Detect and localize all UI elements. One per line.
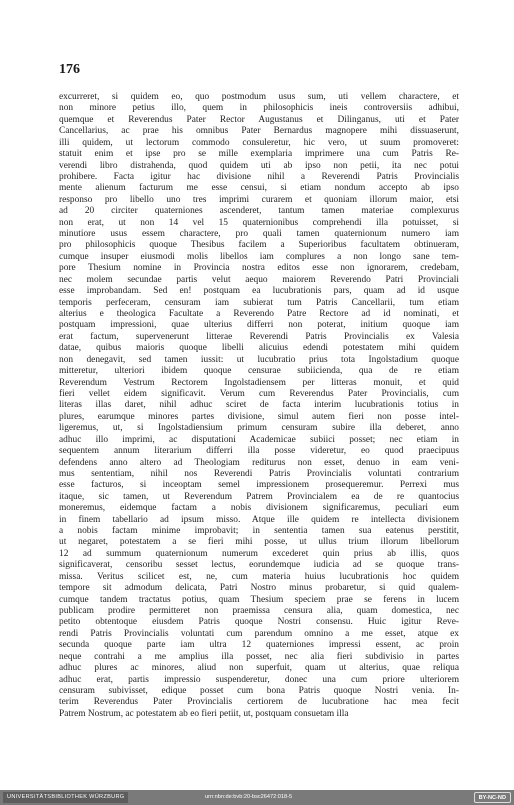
text-line: a nobis factam minime improbavit; in sententia tamen sua eatenus perstitit, (59, 526, 459, 537)
text-line: mitteretur, ulteriori ibidem quoque censurae subiicienda, qua de re etiam (59, 366, 459, 377)
library-logo[interactable]: UNIVERSITÄTSBIBLIOTHEK WÜRZBURG (3, 792, 128, 803)
text-line: illi quidem, ut lectorum commodo consuleretur, hic vero, ut suum promoveret: (59, 137, 459, 148)
text-line: neque contrahi a me amplius illa posset, nec alia fieri subdivisio in partes (59, 651, 459, 662)
text-line: 12 ad summum quaternionum numerum excederet quin prius ab illis, quos (59, 548, 459, 559)
text-line: adhuc illo imprimi, ac disputationi Academicae subiici posset; nec etiam in (59, 434, 459, 445)
text-line: esse improbandam. Sed en! postquam ea lucubrationis pars, quam ad id usque (59, 286, 459, 297)
viewer-footer (0, 790, 514, 805)
text-line: erat factum, supervenerunt litterae Reverendi Patris Provincialis ex Valesia (59, 331, 459, 342)
text-line: statuit enim et ipse pro se mille exemplaria imprimere una cum Patris Re- (59, 149, 459, 160)
text-line: ad 20 circiter quaterniones ascenderet, tantum tamen materiae complexurus (59, 206, 459, 217)
text-line: non denegavit, sed tamen iussit: ut lucubratio prius tota Ingolstadium quoque (59, 354, 459, 365)
text-line: censuram subivisset, edique posset cum bona Patris quoque Nostri venia. In- (59, 685, 459, 696)
text-line: literas illas daret, nihil adhuc sciret de facta interim lucubrationis totius in (59, 400, 459, 411)
text-line: mente alienum facturum me esse censui, si etiam nondum accepto ab ipso (59, 183, 459, 194)
text-line: terim Reverendus Pater Provincialis certiorem de lucubratione hac mea fecit (59, 697, 459, 708)
text-line: excurreret, si quidem eo, quo postmodum usus sum, uti vellem charactere, et (59, 92, 459, 102)
text-line: ligeremus, ut, si Ingolstadiensium primum censuram subire illa deberet, anno (59, 423, 459, 434)
text-line: petito obtentoque eiusdem Patris quoque Nostri consensu. Huic igitur Reve- (59, 617, 459, 628)
text-line: Cancellarius, ac prae his omnibus Pater Bernardus magnopere mihi dissuaserunt, (59, 126, 459, 137)
text-line: non erat, ut non 14 vel 15 quaternionibus comprehendi illa potuisset, si (59, 217, 459, 228)
page-number: 176 (59, 62, 80, 77)
text-line: Reverendum Vestrum Rectorem Ingolstadiensem per litteras monuit, et quid (59, 377, 459, 388)
urn-identifier: urn:nbn:de:bvb:20-bsc26472:018-5 (205, 794, 293, 800)
text-line: quemque et Reverendus Pater Rector Augustanus et Dilinganus, uti et Pater (59, 114, 459, 125)
text-line: plures, earumque minores partes divisione, simul autem fieri non posse intel- (59, 411, 459, 422)
text-line: mus sententiam, nihil nos Reverendi Patris Provincialis voluntati contrarium (59, 468, 459, 479)
text-line: sequentem annum literarium differri illa posse videretur, eo quod praecipuus (59, 446, 459, 457)
text-line: minutiore usus essem charactere, pro quali tamen quaternionum numero iam (59, 229, 459, 240)
text-line: rendi Patris Provincialis voluntati cum parendum omnino a me esset, atque ex (59, 628, 459, 639)
text-line: cumque tandem tractatus potius, quam Thesium speciem prae se ferens in lucem (59, 594, 459, 605)
text-line: cumque insuper eiusmodi molis libellos iam complures a non longo sane tem- (59, 251, 459, 262)
text-line: temporis perfeceram, censuram iam subierat tum Patris Cancellarii, tum etiam (59, 297, 459, 308)
text-line: responso pro libello uno tres imprimi curarem et quoniam illorum maior, etsi (59, 194, 459, 205)
text-line: datae, quibus maioris quoque libelli alicuius edendi potestatem mihi quidem (59, 343, 459, 354)
text-line: itaque, sic tamen, ut Reverendum Patrem Provincialem ea de re quantocius (59, 491, 459, 502)
text-line: prohibere. Facta igitur hac divisione nihil a Reverendi Patris Provincialis (59, 171, 459, 182)
text-line: alterius e theologica Facultate a Reverendo Patre Rectore ad id nominati, et (59, 309, 459, 320)
text-line: significaverat, censoribu sesset lectus, eorundemque iudicia ad se quoque trans- (59, 560, 459, 571)
text-line: in finem tabellario ad ipsum misso. Atque ille quidem re intellecta divisionem (59, 514, 459, 525)
text-line: verendi libro distrahenda, quod quidem uti ab ipso non petii, ita nec potui (59, 160, 459, 171)
text-line: adhuc plures ac minores, aliud non superfuit, quam ut alterius, quae reliqua (59, 663, 459, 674)
text-line: pore Thesium nomine in Provincia nostra editos esse non ignorarem, credebam, (59, 263, 459, 274)
text-line: fieri vellet eidem significavit. Verum cum Reverendus Pater Provincialis, cum (59, 388, 459, 399)
text-line: ut negaret, potestatem a se fieri mihi posse, ut ullus trium illorum libellorum (59, 537, 459, 548)
text-line: postquam impressioni, quae ulterius differri non poterat, initium quoque iam (59, 320, 459, 331)
body-text (59, 92, 459, 720)
license-badge[interactable]: BY-NC-ND (474, 792, 511, 803)
text-line: Patrem Nostrum, ac potestatem ab eo fieri petiit, ut, postquam consuetam illa (59, 708, 349, 719)
text-line: tempore sit admodum delicata, Patri Nostro minus probaretur, si quid qualem- (59, 583, 459, 594)
text-line: moneremus, eidemque factam a nobis divisionem significaremus, peculiari eum (59, 503, 459, 514)
text-line: pro philosophicis quoque Thesibus facilem a Superioribus facultatem obtinueram, (59, 240, 459, 251)
text-line: esse facturos, si inceoptam semel impressionem prosequeremur. Perrexi mus (59, 480, 459, 491)
text-line: nec molem secundae partis velut aequo maiorem Reverendo Patri Provinciali (59, 274, 459, 285)
text-line: non minore petius illo, quem in philosophicis ineis controversiis adhibui, (59, 103, 459, 114)
text-line: publicam prodire permitteret non praemissa censura alia, quam domestica, nec (59, 605, 459, 616)
text-line: defendens anno altero ad Theologiam rediturus non esset, denuo in eam veni- (59, 457, 459, 468)
text-line: adhuc erat, partis impressio suspenderetur, donec una cum priore ulteriorem (59, 674, 459, 685)
text-line: missa. Veritus scilicet est, ne, cum materia huius lucubrationis hoc quidem (59, 571, 459, 582)
text-line: secunda quoque parte iam ultra 12 quaterniones impressi essent, ac proin (59, 640, 459, 651)
